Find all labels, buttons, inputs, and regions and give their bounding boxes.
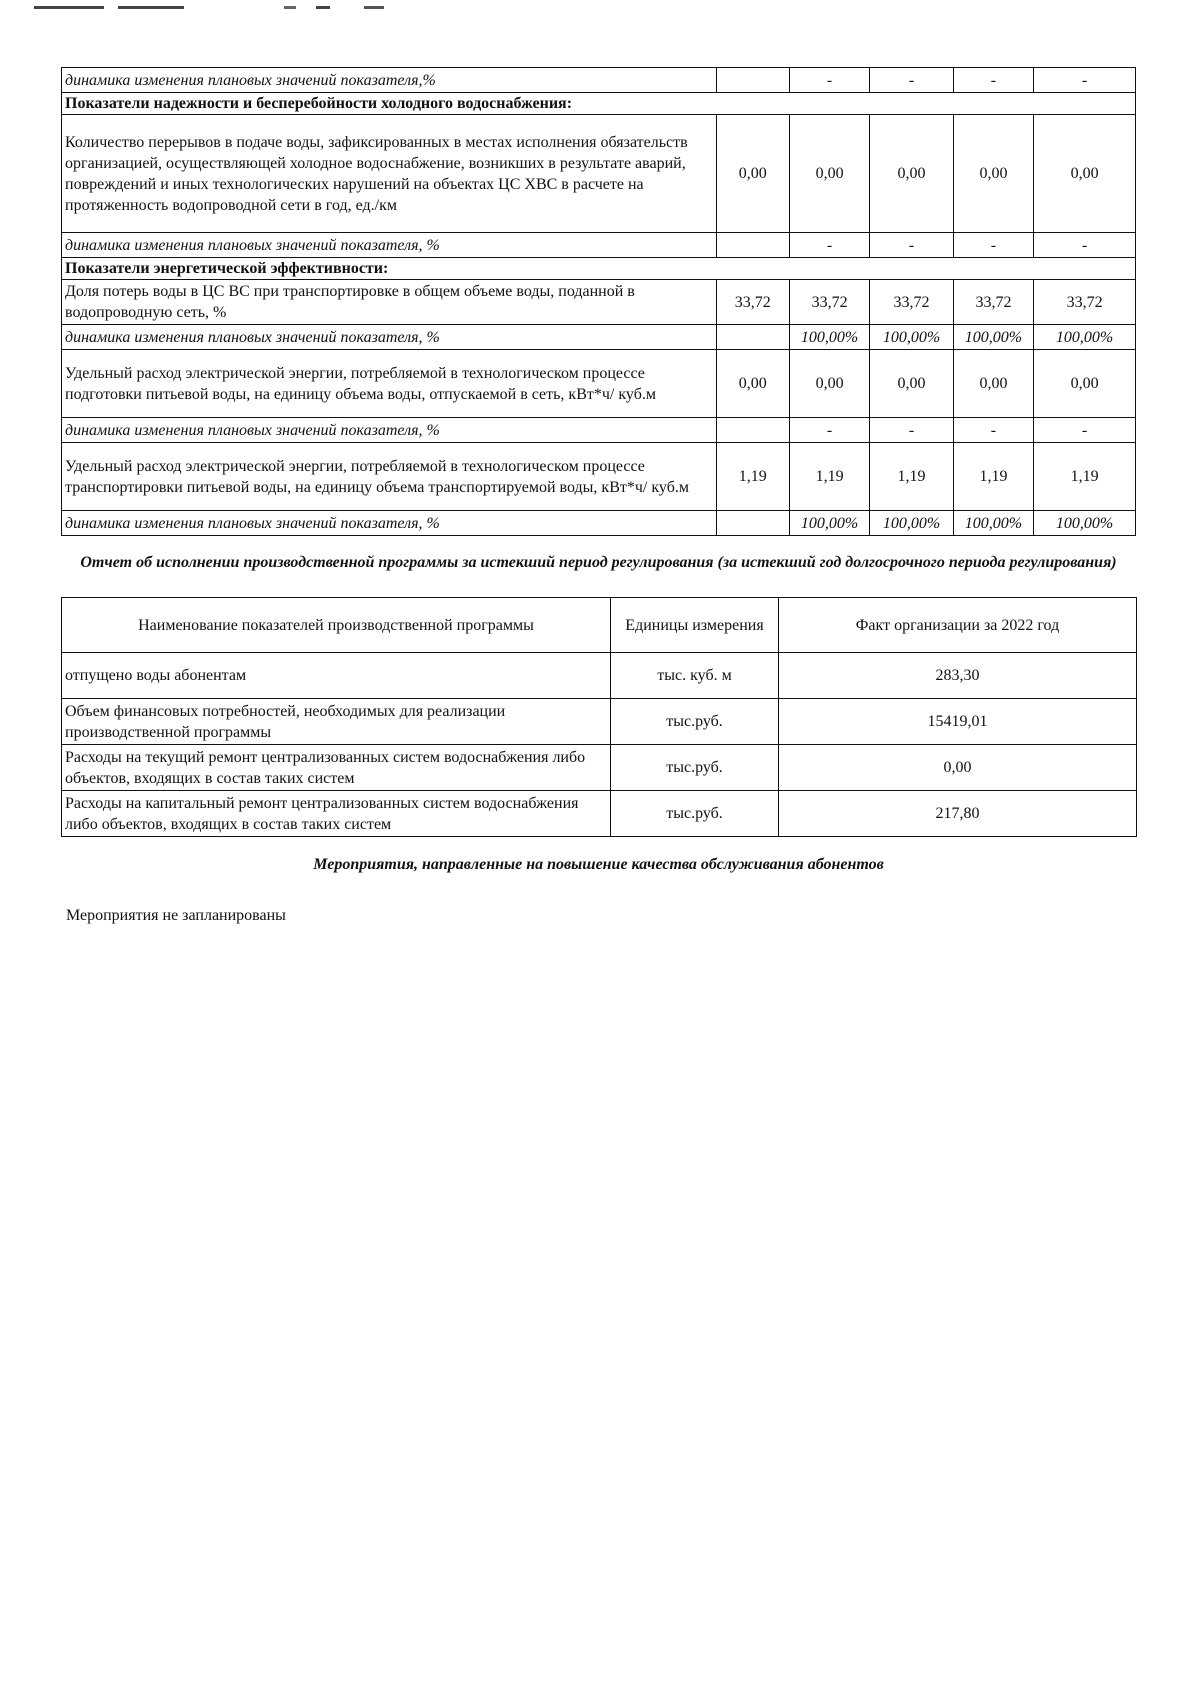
table-row (62, 418, 1136, 443)
value-cell: 100,00% (870, 325, 953, 350)
value-cell: 100,00% (789, 511, 869, 536)
value-cell: - (1034, 68, 1136, 93)
row-label: динамика изменения плановых значений показателя, % (62, 418, 717, 443)
table-row (62, 325, 1136, 350)
row-label: динамика изменения плановых значений показателя, % (62, 325, 717, 350)
scan-artifact-line (34, 6, 384, 9)
value-cell: - (789, 68, 869, 93)
unit-cell: тыс.руб. (611, 791, 779, 837)
column-header-name: Наименование показателей производственной программы (62, 598, 611, 653)
fact-cell: 283,30 (779, 653, 1137, 699)
indicator-name: Расходы на текущий ремонт централизованных систем водоснабжения либо объектов, входящих в состав таких систем (62, 745, 611, 791)
section-row (62, 258, 1136, 280)
value-cell (716, 325, 789, 350)
table-row (62, 653, 1137, 699)
value-cell: 0,00 (716, 350, 789, 418)
value-cell: 0,00 (789, 350, 869, 418)
section-row (62, 93, 1136, 115)
value-cell: 1,19 (953, 443, 1033, 511)
table-row (62, 699, 1137, 745)
value-cell: 33,72 (870, 280, 953, 325)
indicator-name: отпущено воды абонентам (62, 653, 611, 699)
value-cell: 0,00 (1034, 350, 1136, 418)
value-cell: 0,00 (789, 115, 869, 233)
column-header-unit: Единицы измерения (611, 598, 779, 653)
value-cell: 33,72 (716, 280, 789, 325)
value-cell: 33,72 (789, 280, 869, 325)
row-label: Удельный расход электрической энергии, потребляемой в технологическом процессе транспортировки питьевой воды, на единицу объема транспортируемой воды, кВт*ч/ куб.м (62, 443, 717, 511)
table-row (62, 233, 1136, 258)
fact-cell: 217,80 (779, 791, 1137, 837)
column-header-fact: Факт организации за 2022 год (779, 598, 1137, 653)
section-heading: Показатели энергетической эффективности: (62, 258, 1136, 280)
row-label: Количество перерывов в подаче воды, зафиксированных в местах исполнения обязательств организацией, осуществляющей холодное водоснабжение, возникших в результате аварий, повреждений и иных технологических нарушений на объектах ЦС ХВС в расчете на протяженность водопроводной сети в год, ед./км (62, 115, 717, 233)
value-cell: 0,00 (716, 115, 789, 233)
table-row (62, 745, 1137, 791)
value-cell: - (789, 418, 869, 443)
value-cell: 1,19 (716, 443, 789, 511)
value-cell: 0,00 (953, 115, 1033, 233)
value-cell: 0,00 (870, 115, 953, 233)
value-cell (716, 418, 789, 443)
value-cell: 100,00% (789, 325, 869, 350)
table-row (62, 115, 1136, 233)
value-cell: 100,00% (953, 511, 1033, 536)
value-cell: - (953, 233, 1033, 258)
value-cell: 100,00% (870, 511, 953, 536)
row-label: динамика изменения плановых значений показателя, % (62, 511, 717, 536)
section-heading: Показатели надежности и бесперебойности холодного водоснабжения: (62, 93, 1136, 115)
row-label: Удельный расход электрической энергии, потребляемой в технологическом процессе подготовки питьевой воды, на единицу объема воды, отпускаемой в сеть, кВт*ч/ куб.м (62, 350, 717, 418)
unit-cell: тыс.руб. (611, 745, 779, 791)
value-cell (716, 68, 789, 93)
table-row (62, 443, 1136, 511)
value-cell: - (870, 68, 953, 93)
indicator-name: Расходы на капитальный ремонт централизованных систем водоснабжения либо объектов, входящих в состав таких систем (62, 791, 611, 837)
row-label: Доля потерь воды в ЦС ВС при транспортировке в общем объеме воды, поданной в водопроводную сеть, % (62, 280, 717, 325)
unit-cell: тыс.руб. (611, 699, 779, 745)
table-row (62, 68, 1136, 93)
row-label: динамика изменения плановых значений показателя, % (62, 233, 717, 258)
table-row (62, 511, 1136, 536)
value-cell: 100,00% (1034, 325, 1136, 350)
value-cell: 1,19 (789, 443, 869, 511)
value-cell: 0,00 (1034, 115, 1136, 233)
table-row (62, 350, 1136, 418)
indicators-table (61, 67, 1136, 536)
value-cell: 1,19 (870, 443, 953, 511)
value-cell: - (789, 233, 869, 258)
value-cell: 1,19 (1034, 443, 1136, 511)
value-cell (716, 511, 789, 536)
events-heading: Мероприятия, направленные на повышение качества обслуживания абонентов (313, 856, 884, 873)
unit-cell: тыс. куб. м (611, 653, 779, 699)
value-cell: 100,00% (953, 325, 1033, 350)
table-row (62, 791, 1137, 837)
header-row (62, 598, 1137, 653)
row-label: динамика изменения плановых значений показателя,% (62, 68, 717, 93)
fact-cell: 0,00 (779, 745, 1137, 791)
value-cell: - (1034, 233, 1136, 258)
value-cell: 33,72 (953, 280, 1033, 325)
value-cell: 0,00 (870, 350, 953, 418)
value-cell: - (870, 233, 953, 258)
indicator-name: Объем финансовых потребностей, необходимых для реализации производственной программы (62, 699, 611, 745)
value-cell: - (953, 418, 1033, 443)
value-cell (716, 233, 789, 258)
events-text: Мероприятия не запланированы (66, 907, 286, 924)
report-table (61, 597, 1137, 837)
value-cell: - (870, 418, 953, 443)
value-cell: - (953, 68, 1033, 93)
value-cell: 0,00 (953, 350, 1033, 418)
table-row (62, 280, 1136, 325)
report-caption: Отчет об исполнении производственной программы за истекший период регулирования (за истекший год долгосрочного периода регулирования) (80, 554, 1117, 571)
value-cell: - (1034, 418, 1136, 443)
value-cell: 100,00% (1034, 511, 1136, 536)
fact-cell: 15419,01 (779, 699, 1137, 745)
value-cell: 33,72 (1034, 280, 1136, 325)
